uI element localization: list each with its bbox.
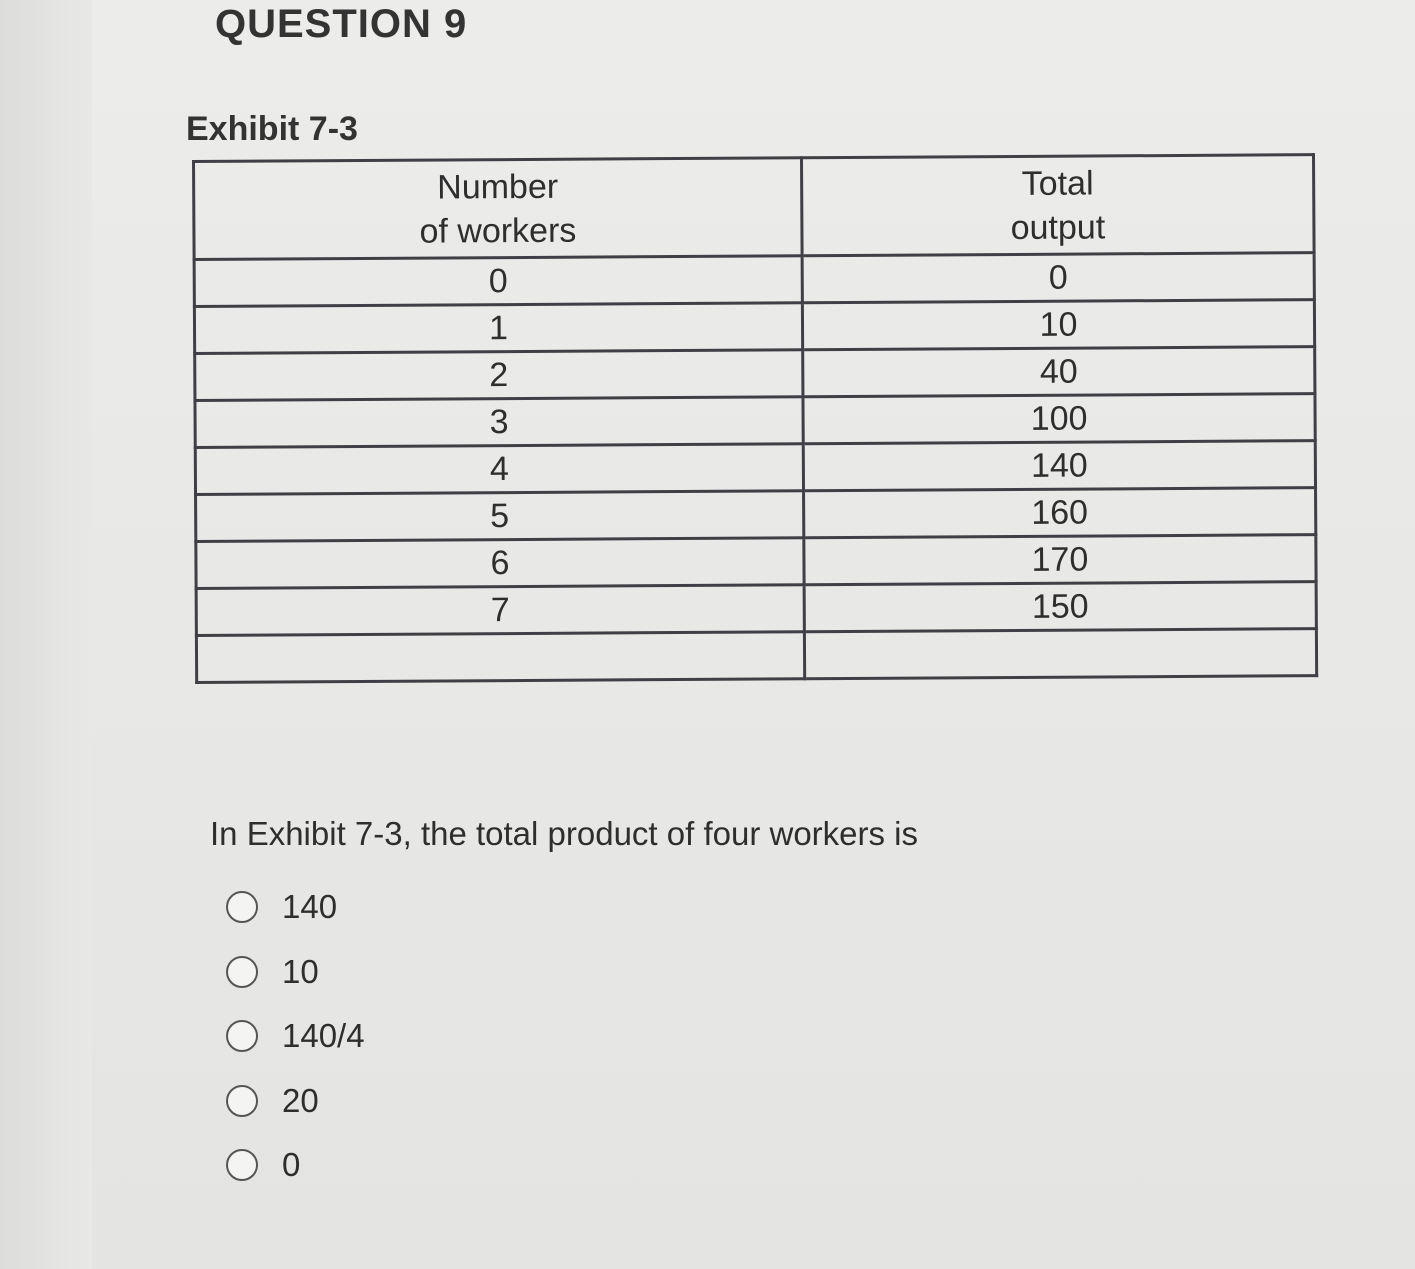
answer-option-label: 10: [282, 952, 319, 990]
exhibit-title: Exhibit 7-3: [186, 110, 358, 148]
table-header-row: [194, 155, 1315, 260]
table-row: [195, 394, 1315, 448]
column-header-line: of workers: [419, 211, 577, 251]
table-cell-output: 10: [802, 300, 1314, 350]
radio-button[interactable]: [226, 891, 258, 923]
answer-option-label: 140/4: [282, 1017, 365, 1055]
answer-option[interactable]: [226, 1069, 365, 1134]
table-cell-output: 170: [804, 535, 1316, 585]
table-cell-workers: 6: [196, 538, 804, 589]
answer-option[interactable]: [226, 940, 365, 1005]
exhibit-table: [192, 153, 1318, 684]
question-title: QUESTION 9: [215, 2, 468, 46]
column-header-line: Number: [437, 167, 559, 207]
answer-option-label: 20: [282, 1081, 319, 1119]
radio-button[interactable]: [226, 1020, 258, 1052]
question-prompt: In Exhibit 7-3, the total product of four workers is: [210, 815, 919, 852]
table-cell-workers: 0: [194, 256, 802, 307]
column-header-total-output: [801, 155, 1314, 256]
radio-button[interactable]: [226, 956, 258, 988]
table-cell-output: 150: [804, 582, 1316, 632]
answer-option[interactable]: [226, 1004, 365, 1069]
table-cell-output: 100: [803, 394, 1315, 444]
table-cell-workers: 1: [194, 303, 802, 354]
answer-option-label: 140: [282, 888, 338, 926]
answer-option[interactable]: [226, 1133, 365, 1198]
answer-options: [226, 875, 365, 1198]
table-cell-output: 0: [802, 253, 1314, 303]
table-cell-workers: [196, 632, 804, 683]
table-cell-output: 160: [804, 488, 1316, 538]
table-row: [196, 582, 1316, 636]
table-cell-workers: 4: [195, 444, 803, 495]
table-row: [196, 535, 1316, 589]
table-row-empty: [196, 629, 1316, 683]
radio-button[interactable]: [226, 1149, 258, 1181]
table-row: [194, 253, 1314, 307]
left-margin: [0, 0, 93, 1269]
column-header-line: output: [1010, 207, 1106, 247]
table-row: [196, 488, 1316, 542]
table-cell-workers: 7: [196, 585, 804, 636]
table-row: [195, 441, 1315, 495]
radio-button[interactable]: [226, 1085, 258, 1117]
table-cell-output: 140: [803, 441, 1315, 491]
table-row: [195, 347, 1315, 401]
table-cell-output: 40: [803, 347, 1315, 397]
table-cell-workers: 3: [195, 397, 803, 448]
column-header-line: Total: [1021, 163, 1094, 203]
table-row: [194, 300, 1314, 354]
table-cell-output: [804, 629, 1316, 679]
table-cell-workers: 5: [196, 491, 804, 542]
column-header-number-of-workers: [194, 158, 803, 260]
answer-option-label: 0: [282, 1146, 301, 1184]
table-cell-workers: 2: [195, 350, 803, 401]
answer-option[interactable]: [226, 875, 365, 940]
